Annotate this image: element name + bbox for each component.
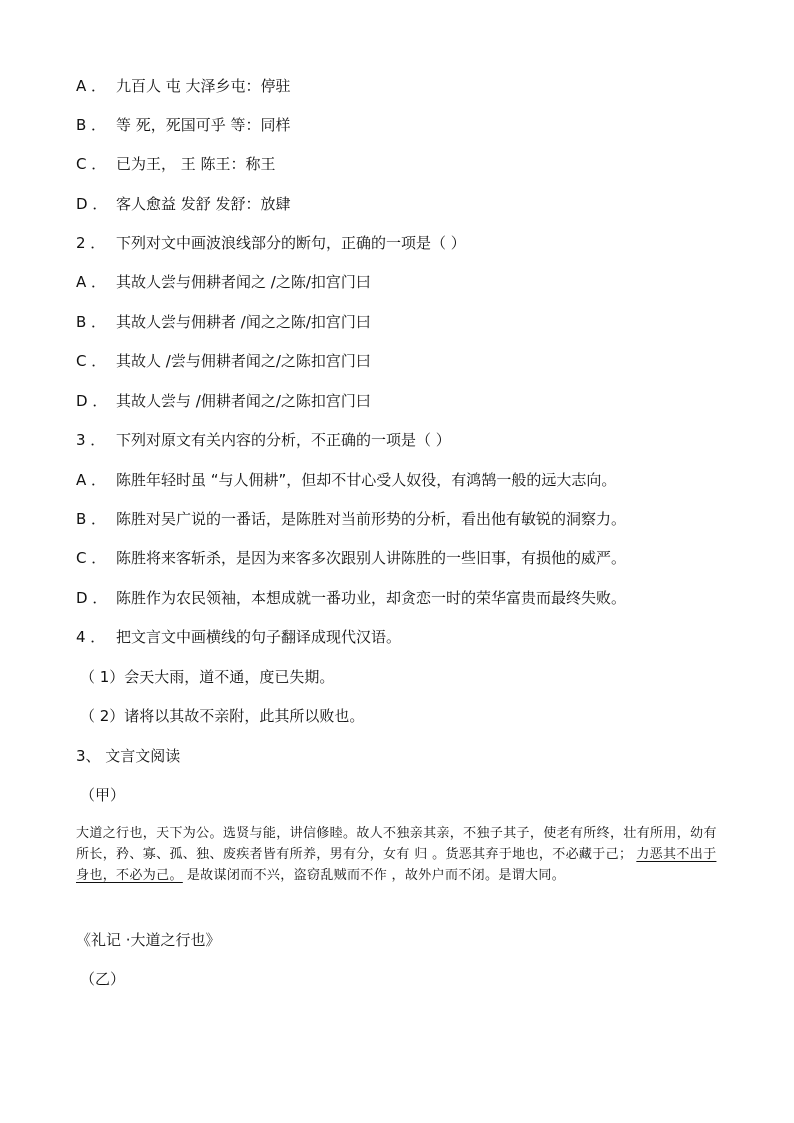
q3-option-d	[76, 588, 626, 608]
question-number: 4 ．	[76, 628, 106, 646]
option-label: B ．	[76, 116, 107, 134]
option-label: B ．	[76, 510, 107, 528]
question-text: 把文言文中画横线的句子翻译成现代汉语。	[116, 628, 402, 646]
option-label: D ．	[76, 195, 108, 213]
passage-text-after: 是故谋闭而不兴，盗窃乱贼而不作 ，故外户而不闭。是谓大同。	[186, 868, 566, 883]
q2-option-b	[76, 312, 371, 332]
option-text: 九百人 屯 大泽乡屯：停驻	[116, 77, 291, 95]
q2-stem	[76, 233, 466, 253]
option-label: D ．	[76, 392, 108, 410]
q3-option-b	[76, 509, 626, 529]
q3-stem	[76, 430, 451, 450]
option-text: 陈胜对吴广说的一番话，是陈胜对当前形势的分析，看出他有敏锐的洞察力。	[116, 510, 627, 528]
q3-option-c	[76, 548, 626, 568]
option-text: 陈胜年轻时虽 “与人佣耕”，但却不甘心受人奴役，有鸿鹄一般的远大志向。	[116, 471, 617, 489]
option-label: A ．	[76, 273, 107, 291]
passage-jia-label: （甲）	[80, 786, 126, 804]
option-text: 客人愈益 发舒 发舒：放肆	[116, 195, 291, 213]
q2-option-a	[76, 272, 371, 292]
option-text: 已为王， 王 陈王：称王	[116, 155, 276, 173]
option-text: 其故人 /尝与佣耕者闻之/之陈扣宫门曰	[116, 352, 371, 370]
option-label: A ．	[76, 77, 107, 95]
q2-option-c	[76, 351, 371, 371]
passage-text-before: 大道之行也，天下为公。选贤与能，讲信修睦。故人不独亲其亲，不独子其子，使老有所终，壮有所用，幼有所长，矜、寡、孤、独、废疾者皆有所养，男有分，女有 归 。货恶其弃于地也，不必藏于己；	[76, 826, 717, 862]
option-text: 其故人尝与佣耕者 /闻之之陈/扣宫门曰	[116, 313, 371, 331]
option-label: A ．	[76, 471, 107, 489]
question-number: 2 ．	[76, 234, 106, 252]
passage-underlined-sentence: 力恶其不出于身也，不必为己。	[76, 847, 717, 883]
q4-item-1: （ 1）会天大雨，道不通，度已失期。	[80, 668, 335, 686]
option-text: 陈胜作为农民领袖，本想成就一番功业，却贪恋一时的荣华富贵而最终失败。	[116, 589, 627, 607]
passage-source: 《礼记 ·大道之行也》	[76, 931, 221, 949]
option-label: C ．	[76, 155, 107, 173]
question-number: 3 ．	[76, 431, 106, 449]
q1-option-c	[76, 154, 276, 174]
q1-option-d	[76, 194, 291, 214]
classical-passage	[76, 823, 720, 886]
option-label: B ．	[76, 313, 107, 331]
option-label: C ．	[76, 352, 107, 370]
option-label: C ．	[76, 549, 107, 567]
q4-item-2: （ 2）诸将以其故不亲附，此其所以败也。	[80, 707, 365, 725]
option-text: 等 死，死国可乎 等：同样	[116, 116, 291, 134]
option-label: D ．	[76, 589, 108, 607]
q2-option-d	[76, 391, 371, 411]
option-text: 陈胜将来客斩杀，是因为来客多次跟别人讲陈胜的一些旧事，有损他的威严。	[116, 549, 627, 567]
q1-option-a	[76, 76, 291, 96]
q3-option-a	[76, 470, 616, 490]
q4-stem	[76, 627, 401, 647]
section-heading: 3、 文言文阅读	[76, 747, 181, 765]
question-text: 下列对文中画波浪线部分的断句，正确的一项是（ ）	[116, 234, 466, 252]
option-text: 其故人尝与 /佣耕者闻之/之陈扣宫门曰	[116, 392, 371, 410]
question-text: 下列对原文有关内容的分析，不正确的一项是（ ）	[116, 431, 451, 449]
option-text: 其故人尝与佣耕者闻之 /之陈/扣宫门曰	[116, 273, 371, 291]
passage-yi-label: （乙）	[80, 970, 126, 988]
q1-option-b	[76, 115, 291, 135]
